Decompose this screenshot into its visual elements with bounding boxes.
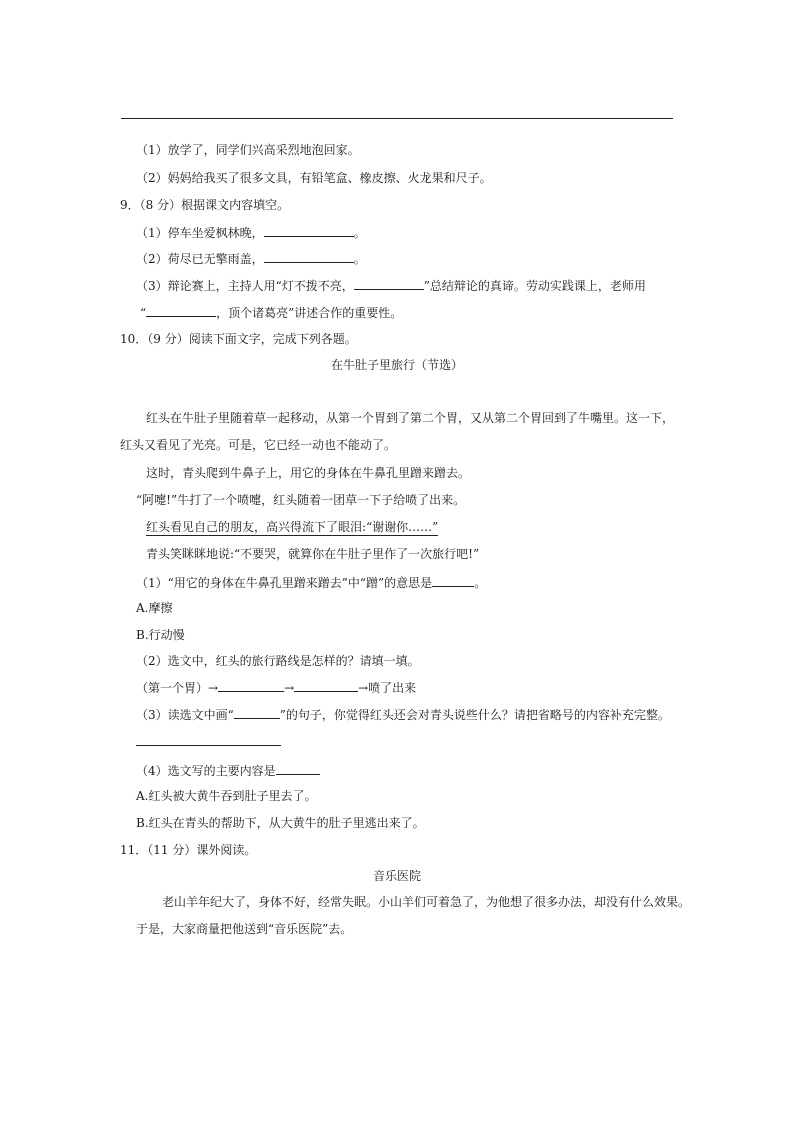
q10-sub-2-fill (136, 679, 416, 696)
passage-underlined-sentence (146, 519, 438, 535)
q9-item-3-line2 (140, 304, 402, 321)
option-a: A.红头被大黄牛吞到肚子里去了。 (136, 789, 317, 803)
q10-sub-2: （2）选文中，红头的旅行路线是怎样的？请填一填。 (136, 654, 420, 668)
q8-item-2: （2）妈妈给我买了很多文具，有铅笔盒、橡皮擦、火龙果和尺子。 (136, 171, 492, 185)
q10-sub-3 (136, 706, 670, 723)
q9-item-2 (136, 250, 366, 267)
answer-blank[interactable] (432, 574, 474, 587)
route-start: （第一个胃）→ (136, 681, 219, 695)
option-b: B.红头在青头的帮助下，从大黄牛的肚子里逃出来了。 (136, 816, 425, 830)
q10-sub-3-text: （3）读选文中画“ (136, 708, 234, 722)
q9-item-1-text: （1）停车坐爱枫林晚， (136, 226, 264, 240)
passage-paragraph: 青头笑眯眯地说:“不要哭，就算你在牛肚子里作了一次旅行吧!” (146, 547, 480, 561)
passage-paragraph: 老山羊年纪大了，身体不好，经常失眠。小山羊们可着急了，为他想了很多办法，却没有什么效果。 (162, 895, 691, 909)
answer-blank[interactable] (264, 224, 354, 237)
q10-sub-4 (136, 762, 320, 779)
q9-item-3-quote: “ (140, 306, 147, 320)
q10-sub-1 (136, 574, 486, 591)
passage-paragraph: 红头在牛肚子里随着草一起移动，从第一个胃到了第二个胃，又从第二个胃回到了牛嘴里。这一下， (146, 411, 675, 425)
q10-heading: 10．（9 分）阅读下面文字，完成下列各题。 (120, 332, 357, 346)
passage-paragraph-cont: 于是，大家商量把他送到“音乐医院”去。 (136, 922, 353, 936)
q9-item-3-cont: ”总结辩论的真谛。劳动实践课上，老师用 (423, 279, 646, 293)
answer-blank[interactable] (218, 679, 284, 692)
passage-title: 在牛肚子里旅行（节选） (330, 358, 463, 372)
q9-item-2-text: （2）荷尽已无擎雨盖， (136, 252, 264, 266)
q10-sub-1-text: （1）“用它的身体在牛鼻孔里蹭来蹭去”中“蹭”的意思是 (136, 576, 433, 590)
route-end: →喷了出来 (358, 681, 417, 695)
answer-blank[interactable] (294, 679, 358, 692)
passage-paragraph: 这时，青头爬到牛鼻子上，用它的身体在牛鼻孔里蹭来蹭去。 (146, 466, 471, 480)
q9-item-3-end: ，顶个诸葛亮”讲述合作的重要性。 (216, 306, 403, 320)
header-rule (121, 118, 673, 119)
q11-heading: 11．（11 分）课外阅读。 (120, 843, 257, 857)
q10-sub-1-end: 。 (474, 576, 487, 590)
option-b: B.行动慢 (136, 628, 185, 642)
answer-blank[interactable] (354, 277, 424, 290)
q10-sub-4-text: （4）选文写的主要内容是 (136, 764, 276, 778)
q10-sub-3-cont: ”的句子，你觉得红头还会对青头说些什么？请把省略号的内容补充完整。 (279, 708, 670, 722)
underlined-text: 红头看见自己的朋友，高兴得流下了眼泪:“谢谢你……” (146, 520, 439, 534)
q9-item-1 (136, 224, 366, 241)
q9-item-1-end: 。 (353, 226, 366, 240)
answer-line[interactable] (136, 745, 281, 746)
q9-item-3 (136, 277, 646, 294)
answer-blank[interactable] (146, 304, 216, 317)
q9-item-3-text: （3）辩论赛上，主持人用“灯不拨不亮， (136, 279, 354, 293)
option-a: A.摩擦 (136, 601, 173, 615)
q9-item-2-end: 。 (353, 252, 366, 266)
answer-blank[interactable] (276, 762, 320, 775)
underline-sample (234, 706, 280, 719)
q8-item-1: （1）放学了，同学们兴高采烈地泡回家。 (136, 143, 360, 157)
passage-paragraph: “阿嚏!”牛打了一个喷嚏，红头随着一团草一下子给喷了出来。 (136, 493, 466, 507)
route-arrow: → (284, 681, 295, 695)
passage-paragraph-cont: 红头又看见了光亮。可是，它已经一动也不能动了。 (120, 438, 397, 452)
q9-heading: 9．（8 分）根据课文内容填空。 (120, 198, 290, 212)
passage-title: 音乐医院 (372, 869, 421, 883)
answer-blank[interactable] (264, 250, 354, 263)
